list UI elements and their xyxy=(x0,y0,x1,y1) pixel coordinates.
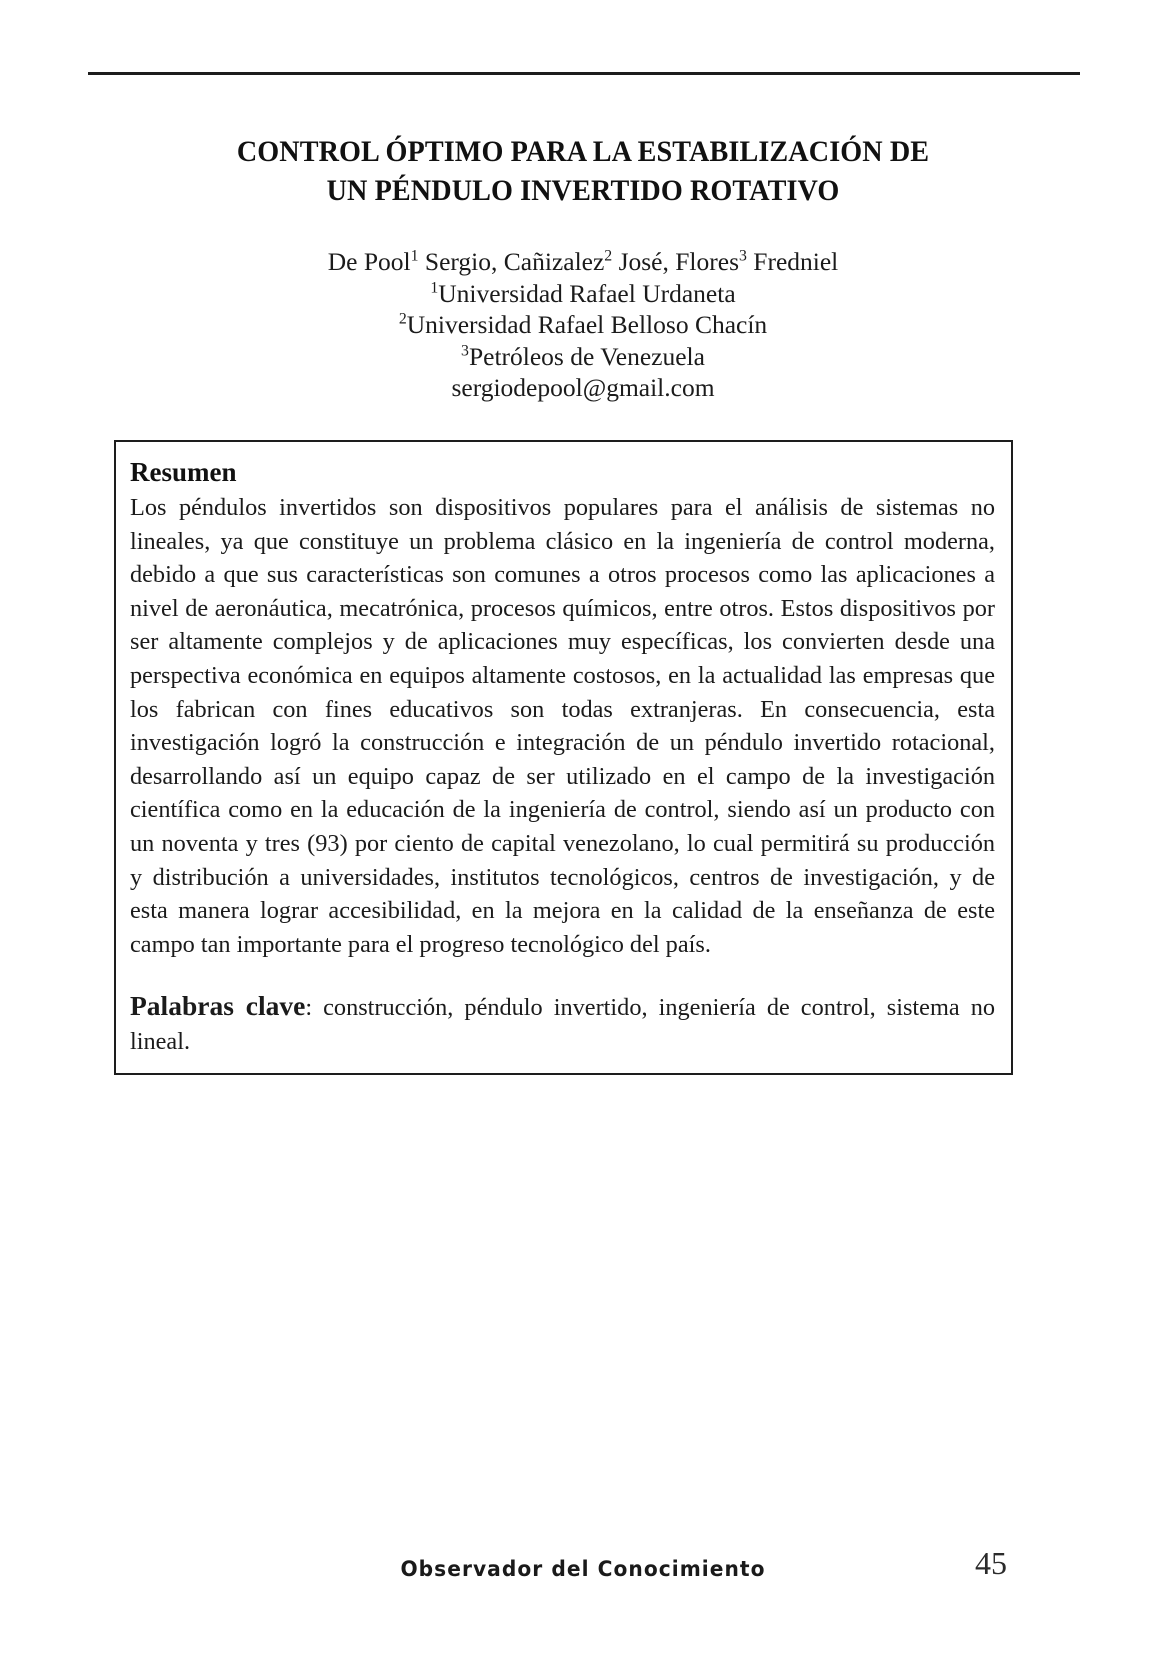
author-email: sergiodepool@gmail.com xyxy=(451,373,715,403)
abstract-heading: Resumen xyxy=(130,457,237,487)
keywords-text: construcción, péndulo invertido, ingeniería de control, sistema no lineal. xyxy=(130,994,996,1055)
affiliation-3 xyxy=(113,341,1053,373)
author-1-marker: 1 xyxy=(410,247,419,265)
keywords-line xyxy=(130,989,995,1058)
page-title xyxy=(113,133,1053,211)
abstract-text: Los péndulos invertidos son dispositivos populares para el análisis de sistemas no lineales, ya que constituye un problema clásico en la ingeniería de control moderna, debido a que sus características son comunes a otros procesos como las aplicaciones a nivel de aeronáutica, mecatrónica, procesos químicos, entre otros. Estos dispositivos por ser altamente complejos y de aplicaciones muy específicas, los convierten desde una perspectiva económica en equipos altamente costosos, en la actualidad las empresas que los fabrican con fines educativos son todas extranjeras. En consecuencia, esta investigación logró la construcción e integración de un péndulo invertido rotacional, desarrollando así un equipo capaz de ser utilizado en el campo de la investigación científica como en la educación de la ingeniería de control, siendo así un producto con un noventa y tres (93) por ciento de capital venezolano, lo cual permitirá su producción y distribución a universidades, institutos tecnológicos, centros de investigación, y de esta manera lograr accesibilidad, en la mejora en la calidad de la enseñanza de este campo tan importante para el progreso tecnológico del país. xyxy=(130,494,995,958)
affiliation-1-marker: 1 xyxy=(430,279,439,297)
author-names xyxy=(113,246,1053,278)
author-3-surname: Flores xyxy=(675,247,739,276)
author-1-surname: De Pool xyxy=(327,247,411,276)
title-line-2: UN PÉNDULO INVERTIDO ROTATIVO xyxy=(326,175,840,207)
authors-block xyxy=(113,246,1053,404)
author-1-given: Sergio, xyxy=(418,247,498,276)
affiliation-3-marker: 3 xyxy=(461,342,469,360)
author-2-surname: Cañizalez xyxy=(503,247,605,276)
affiliation-2 xyxy=(113,309,1053,341)
keywords-label: Palabras clave xyxy=(130,990,306,1022)
affiliation-2-name: Universidad Rafael Belloso Chacín xyxy=(406,310,768,340)
author-3-marker: 3 xyxy=(739,247,747,265)
footer-page-number: 45 xyxy=(975,1545,1007,1581)
author-2-marker: 2 xyxy=(604,247,613,265)
abstract-box xyxy=(114,440,1013,1075)
author-3-given: Fredniel xyxy=(746,247,839,276)
affiliation-1-name: Universidad Rafael Urdaneta xyxy=(438,278,736,308)
author-2-given: José, xyxy=(612,247,669,276)
header-rule xyxy=(88,72,1080,75)
affiliation-2-marker: 2 xyxy=(398,310,407,328)
affiliation-1 xyxy=(113,278,1053,310)
title-line-1: CONTROL ÓPTIMO PARA LA ESTABILIZACIÓN DE xyxy=(236,136,930,168)
footer-journal-title: Observador del Conocimiento xyxy=(400,1557,766,1582)
keywords-separator: : xyxy=(305,994,324,1022)
affiliation-3-name: Petróleos de Venezuela xyxy=(468,341,705,371)
